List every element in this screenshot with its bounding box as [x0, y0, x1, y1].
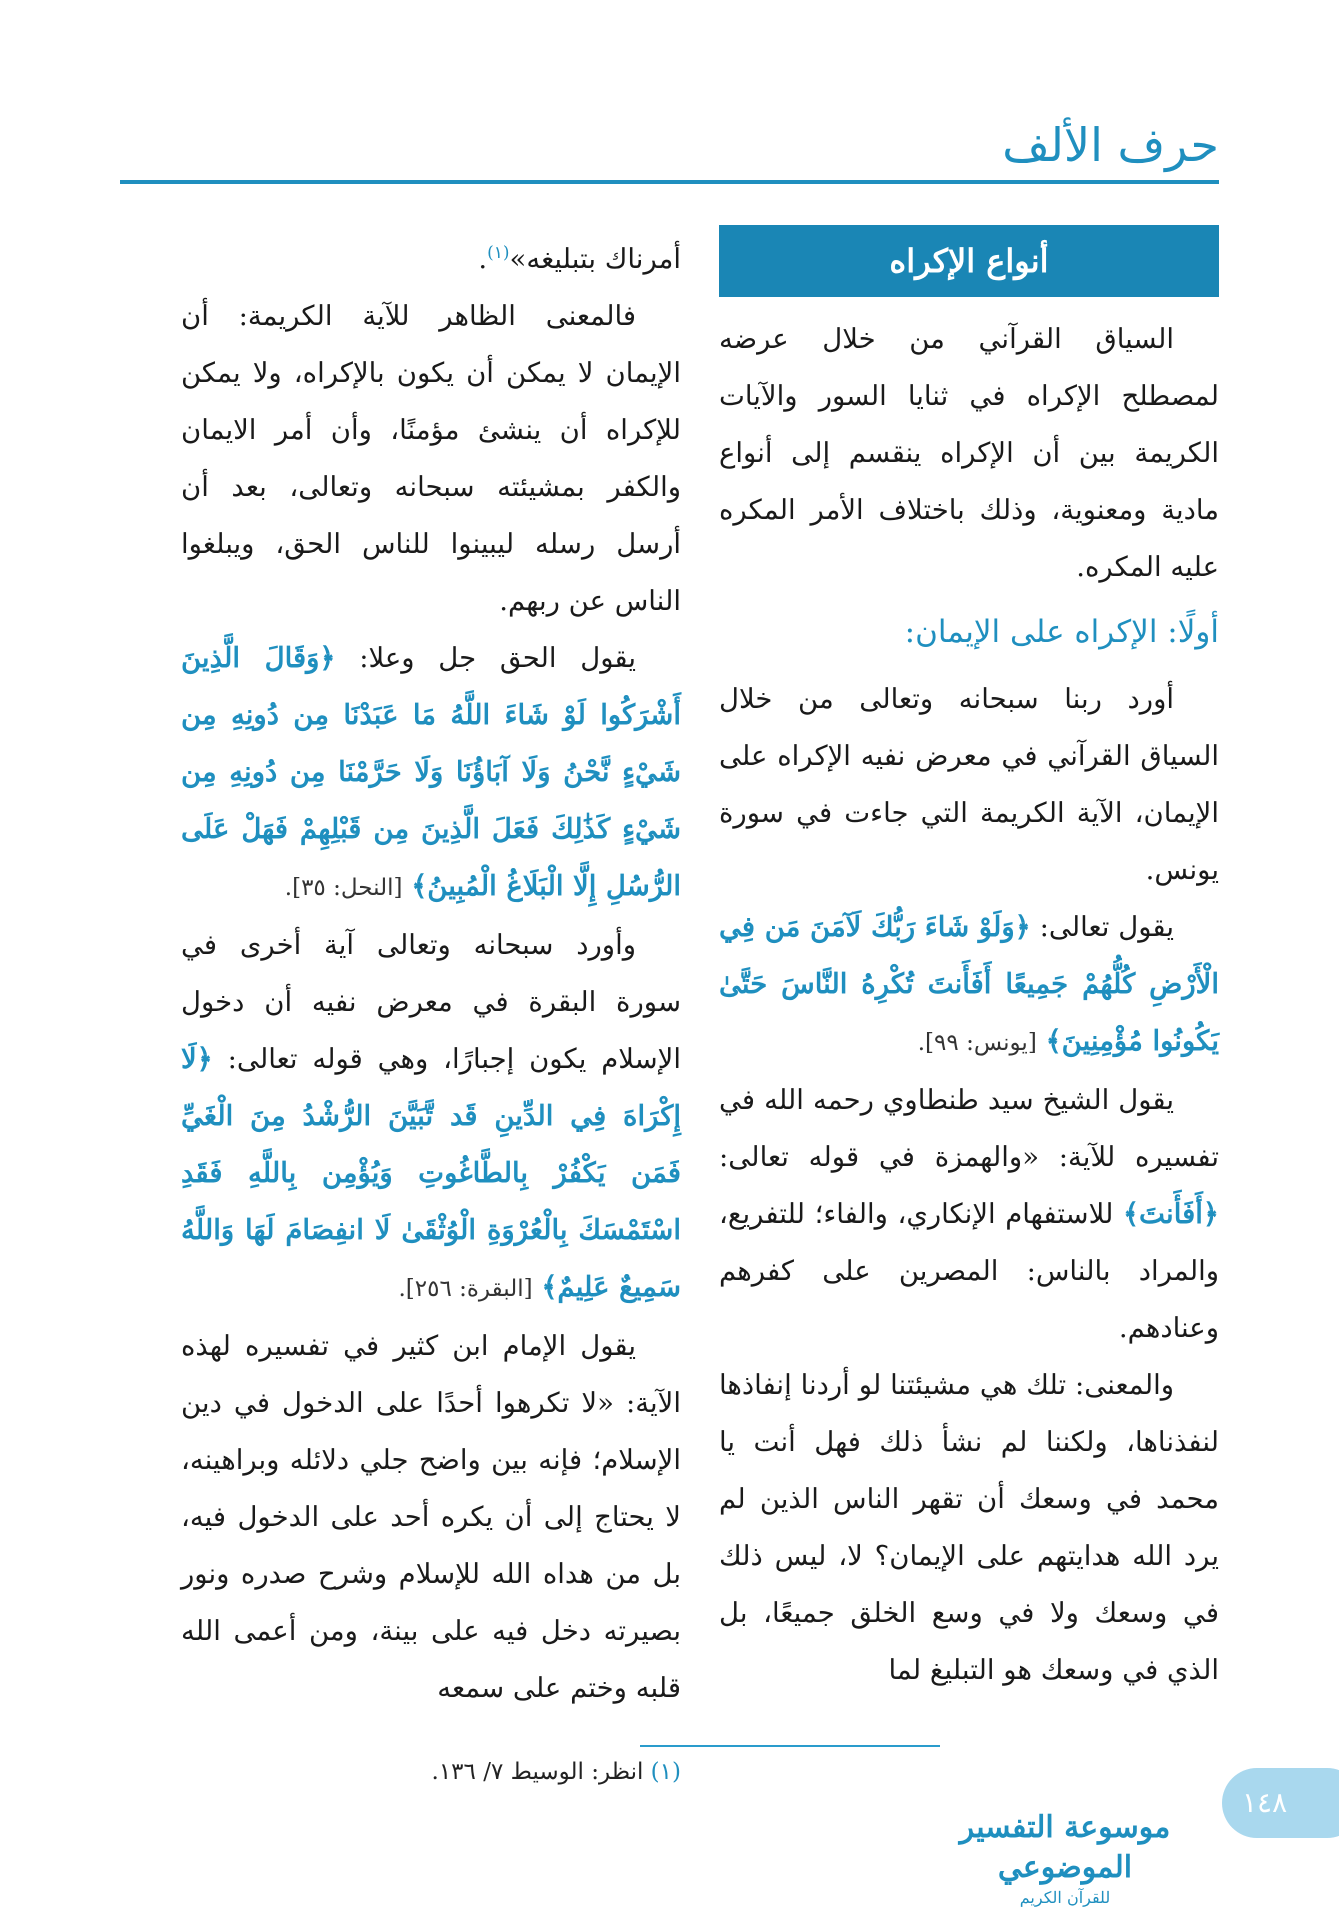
- paragraph: [181, 917, 681, 1318]
- paragraph: أورد ربنا سبحانه وتعالى من خلال السياق القرآني في معرض نفيه الإكراه على الإيمان، الآية الكريمة التي جاءت في سورة يونس.: [719, 683, 1219, 886]
- text: وأورد سبحانه وتعالى آية أخرى في سورة البقرة في معرض نفيه أن دخول الإسلام يكون إجبارًا، وهي قوله تعالى:: [181, 929, 681, 1076]
- footnote-text: انظر: الوسيط ٧/ ١٣٦.: [431, 1759, 651, 1785]
- text: يقول الشيخ سيد طنطاوي رحمه الله في تفسيره للآية: «والهمزة في قوله تعالى:: [719, 1084, 1219, 1173]
- subheading: أولًا: الإكراه على الإيمان:: [904, 614, 1219, 650]
- footnote-number: (١): [650, 1759, 681, 1785]
- paragraph: [181, 225, 681, 288]
- right-column: [719, 225, 1219, 1699]
- logo-title: موسوعة التفسير الموضوعي: [959, 1810, 1171, 1885]
- logo-subtitle: للقرآن الكريم: [1019, 1888, 1111, 1907]
- page-number: ١٤٨: [1242, 1786, 1288, 1819]
- left-column: [181, 225, 681, 1717]
- page-number-badge: [1222, 1768, 1339, 1838]
- series-logo: [930, 1808, 1200, 1907]
- verse-reference: [النحل: ٣٥].: [284, 875, 403, 902]
- quran-verse: ﴿وَقَالَ الَّذِينَ أَشْرَكُوا لَوْ شَاءَ اللَّهُ مَا عَبَدْنَا مِن دُونِهِ مِن شَيْءٍ نَّحْنُ وَلَا آبَاؤُنَا وَلَا حَرَّمْنَا مِن دُونِهِ مِن شَيْءٍ كَذَٰلِكَ فَعَلَ الَّذِينَ مِن قَبْلِهِمْ فَهَلْ عَلَى الرُّسُلِ إِلَّا الْبَلَاغُ الْمُبِينُ﴾: [181, 642, 681, 903]
- footnote-marker[interactable]: (١): [487, 243, 510, 263]
- paragraph: فالمعنى الظاهر للآية الكريمة: أن الإيمان لا يمكن أن يكون بالإكراه، ولا يمكن للإكراه أن ينشئ مؤمنًا، وأن أمر الايمان والكفر بمشيئته سبحانه وتعالى، بعد أن أرسل رسله ليبينوا للناس الحق، ويبلغوا الناس عن ربهم.: [181, 300, 681, 618]
- page-header-title: حرف الألف: [1002, 118, 1219, 172]
- paragraph: [719, 899, 1219, 1072]
- text: يقول الحق جل وعلا:: [335, 642, 636, 675]
- text: .: [478, 243, 488, 276]
- paragraph: [719, 1072, 1219, 1357]
- quran-verse: ﴿وَلَوْ شَاءَ رَبُّكَ لَآمَنَ مَن فِي الْأَرْضِ كُلُّهُمْ جَمِيعًا أَفَأَنتَ تُكْرِهُ النَّاسَ حَتَّىٰ يَكُونُوا مُؤْمِنِينَ﴾: [719, 911, 1219, 1057]
- footnote-divider: [640, 1745, 940, 1747]
- text: أمرناك بتبليغه»: [509, 243, 681, 276]
- paragraph: يقول الإمام ابن كثير في تفسيره لهذه الآية: «لا تكرهوا أحدًا على الدخول في دين الإسلام؛ فإنه بين واضح جلي دلائله وبراهينه، لا يحتاج إلى أن يكره أحد على الدخول فيه، بل من هداه الله للإسلام وشرح صدره ونور بصيرته دخل فيه على بينة، ومن أعمى الله قلبه وختم على سمعه: [181, 1330, 681, 1705]
- text: يقول تعالى:: [1030, 911, 1174, 943]
- paragraph: السياق القرآني من خلال عرضه لمصطلح الإكراه في ثنايا السور والآيات الكريمة بين أن الإكراه ينقسم إلى أنواع مادية ومعنوية، وذلك باختلاف الأمر المكره عليه المكره.: [719, 323, 1219, 583]
- section-title: أنواع الإكراه: [719, 225, 1219, 297]
- quran-verse: ﴿لَا إِكْرَاهَ فِي الدِّينِ قَد تَّبَيَّنَ الرُّشْدُ مِنَ الْغَيِّ فَمَن يَكْفُرْ بِالطَّاغُوتِ وَيُؤْمِن بِاللَّهِ فَقَدِ اسْتَمْسَكَ بِالْعُرْوَةِ الْوُثْقَىٰ لَا انفِصَامَ لَهَا وَاللَّهُ سَمِيعٌ عَلِيمٌ﴾: [181, 1043, 681, 1304]
- footnote: [181, 1752, 681, 1792]
- verse-reference: [يونس: ٩٩].: [917, 1030, 1037, 1056]
- paragraph: والمعنى: تلك هي مشيئتنا لو أردنا إنفاذها لنفذناها، ولكننا لم نشأ ذلك فهل أنت يا محمد في وسعك أن تقهر الناس الذين لم يرد الله هدايتهم على الإيمان؟ لا، ليس ذلك في وسعك ولا في وسع الخلق جميعًا، بل الذي في وسعك هو التبليغ لما: [719, 1369, 1219, 1686]
- quran-verse: ﴿أَفَأَنتَ﴾: [1122, 1198, 1219, 1230]
- text: للاستفهام الإنكاري، والفاء؛ للتفريع، والمراد بالناس: المصرين على كفرهم وعنادهم.: [719, 1198, 1219, 1344]
- verse-reference: [البقرة: ٢٥٦].: [398, 1276, 533, 1303]
- paragraph: [181, 630, 681, 917]
- header-divider: [120, 180, 1219, 184]
